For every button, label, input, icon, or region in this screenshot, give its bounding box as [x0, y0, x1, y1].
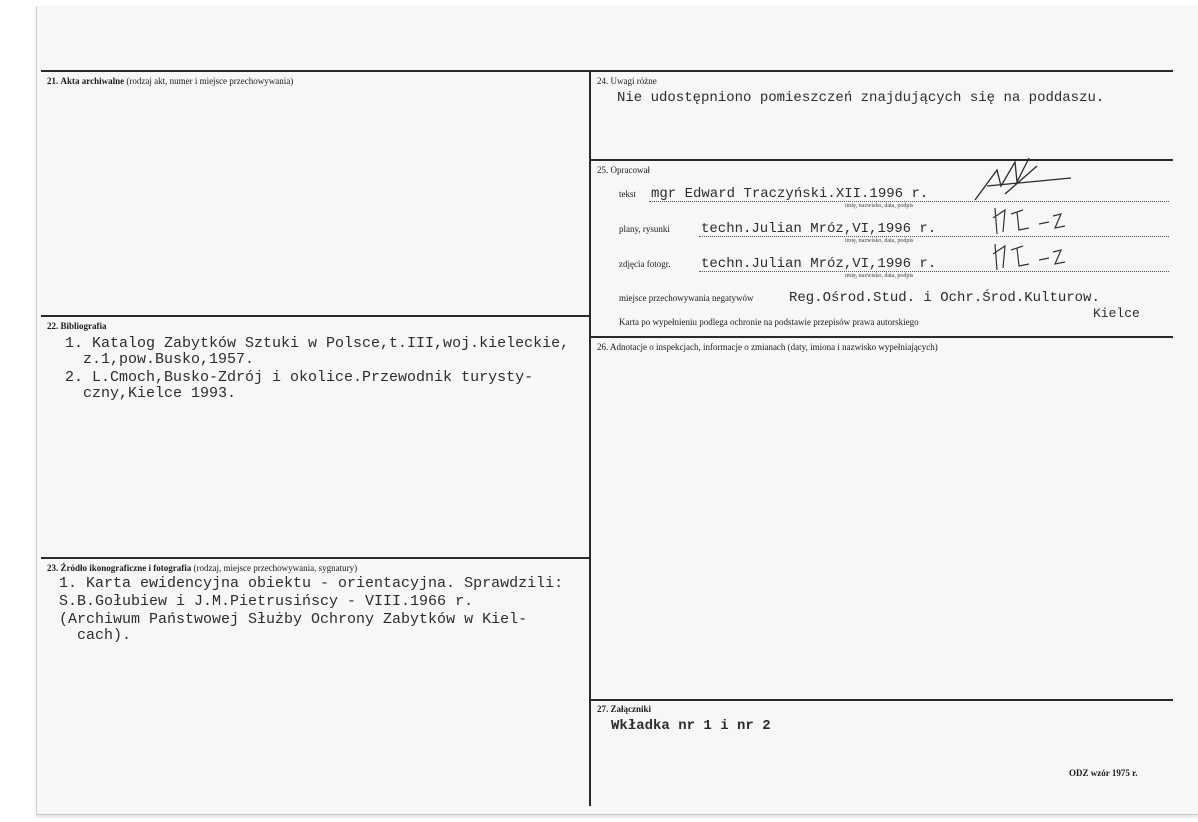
drawings-author-value: techn.Julian Mróz,VI,1996 r.	[701, 221, 937, 237]
rule-22	[41, 315, 589, 317]
section-25-label: 25. Opracował	[597, 165, 650, 175]
drawings-author-line	[699, 236, 1169, 237]
bibliography-line: z.1,pow.Busko,1957.	[83, 351, 255, 368]
top-rule	[41, 70, 1173, 72]
signature-photos-author	[989, 240, 1069, 274]
section-23-title: Źródło ikonograficzne i fotografia	[60, 563, 192, 573]
photos-author-value: techn.Julian Mróz,VI,1996 r.	[701, 256, 937, 272]
photos-author-line	[699, 271, 1169, 272]
record-card	[36, 6, 1198, 815]
rule-25	[591, 159, 1173, 161]
text-author-label: tekst	[619, 189, 636, 199]
drawings-author-caption: imię, nazwisko, data, podpis	[845, 238, 914, 244]
remarks-text: Nie udostępniono pomieszczeń znajdujących się na poddaszu.	[617, 90, 1105, 106]
section-24-label: 24. Uwagi różne	[597, 76, 657, 86]
center-divider	[589, 70, 591, 806]
text-author-value: mgr Edward Traczyński.XII.1996 r.	[651, 186, 929, 202]
iconography-line: cach).	[77, 627, 132, 644]
iconography-line: S.B.Gołubiew i J.M.Pietrusińscy - VIII.1966 r.	[59, 593, 474, 610]
drawings-author-label: plany, rysunki	[619, 224, 670, 234]
section-27-label: 27. Załączniki	[597, 704, 652, 714]
iconography-line: 1. Karta ewidencyjna obiektu - orientacyjna. Sprawdzili:	[59, 575, 564, 592]
negatives-location-city: Kielce	[1093, 306, 1140, 321]
rule-23	[41, 557, 589, 559]
copyright-note: Karta po wypełnieniu podlega ochronie na podstawie przepisów prawa autorskiego	[619, 317, 919, 327]
rule-27	[591, 699, 1173, 701]
negatives-location-value: Reg.Ośrod.Stud. i Ochr.Środ.Kulturow.	[789, 290, 1100, 306]
photos-author-caption: imię, nazwisko, data, podpis	[845, 273, 914, 279]
signature-drawings-author	[989, 204, 1069, 238]
section-22-title: Bibliografia	[60, 321, 107, 331]
section-21-label	[47, 76, 293, 87]
text-author-caption: imię, nazwisko, data, podpis	[845, 203, 914, 209]
section-21-rest: (rodzaj akt, numer i miejsce przechowywania)	[126, 76, 294, 86]
iconography-line: (Archiwum Państwowej Służby Ochrony Zabytków w Kiel-	[59, 611, 528, 628]
rule-26	[591, 336, 1173, 338]
photos-author-label: zdjęcia fotogr.	[619, 259, 671, 269]
section-21-number: 21.	[47, 76, 59, 86]
section-23-number: 23.	[47, 563, 59, 573]
section-23-rest: (rodzaj, miejsce przechowywania, sygnatury)	[193, 563, 358, 573]
text-author-line	[649, 201, 1169, 202]
bibliography-line: 1. Katalog Zabytków Sztuki w Polsce,t.III,woj.kieleckie,	[65, 335, 570, 352]
bibliography-line: czny,Kielce 1993.	[83, 385, 237, 402]
signature-text-author	[967, 156, 1077, 206]
section-21-title: Akta archiwalne	[60, 76, 125, 86]
section-26-label: 26. Adnotacje o inspekcjach, informacje o zmianach (daty, imiona i nazwisko wypełniających)	[597, 342, 938, 352]
section-22-label	[47, 321, 107, 332]
section-23-label	[47, 563, 357, 574]
attachments-text: Wkładka nr 1 i nr 2	[611, 718, 771, 734]
section-22-number: 22.	[47, 321, 59, 331]
bibliography-line: 2. L.Cmoch,Busko-Zdrój i okolice.Przewodnik turysty-	[65, 369, 534, 386]
form-version: ODZ wzór 1975 r.	[1069, 768, 1138, 778]
negatives-location-label: miejsce przechowywania negatywów	[619, 293, 754, 303]
